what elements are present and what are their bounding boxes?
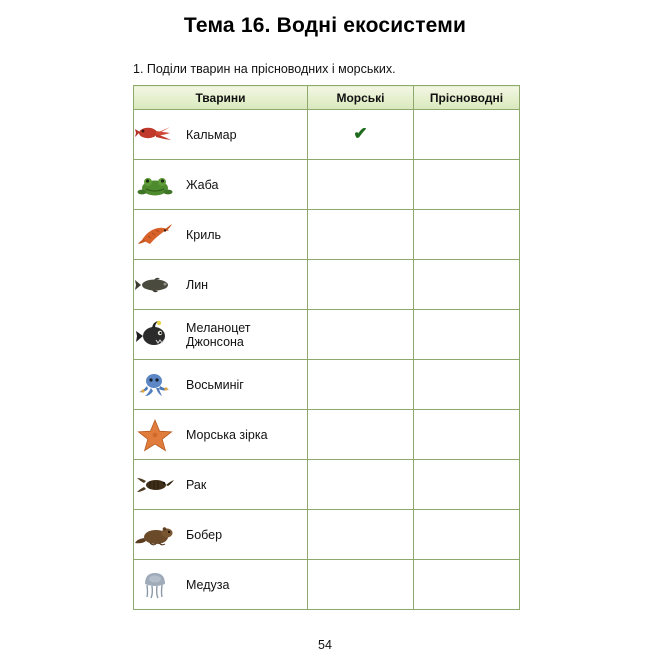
animal-cell <box>134 110 308 160</box>
marine-checkbox-cell[interactable] <box>308 260 414 310</box>
table-row <box>134 210 520 260</box>
marine-checkbox-cell[interactable] <box>308 460 414 510</box>
animal-cell <box>134 310 308 360</box>
animal-cell <box>134 560 308 610</box>
marine-check-mark: ✔ <box>353 124 368 143</box>
beaver-icon <box>134 518 176 552</box>
table-row <box>134 410 520 460</box>
table-row <box>134 360 520 410</box>
worksheet-page <box>0 14 650 664</box>
animal-name: Меланоцет Джонсона <box>186 320 251 349</box>
animal-cell <box>134 210 308 260</box>
freshwater-checkbox-cell[interactable] <box>414 510 520 560</box>
freshwater-checkbox-cell[interactable] <box>414 110 520 160</box>
task-instruction: 1. Поділи тварин на прісноводних і морських. <box>133 62 396 76</box>
marine-checkbox-cell[interactable] <box>308 310 414 360</box>
page-number: 54 <box>318 638 332 652</box>
jellyfish-icon <box>134 568 176 602</box>
krill-icon <box>134 218 176 252</box>
animal-cell <box>134 510 308 560</box>
crayfish-icon <box>134 468 176 502</box>
table-row <box>134 110 520 160</box>
animal-cell <box>134 410 308 460</box>
table-row <box>134 510 520 560</box>
animals-classification-table <box>133 85 520 610</box>
octopus-icon <box>134 368 176 402</box>
freshwater-checkbox-cell[interactable] <box>414 160 520 210</box>
squid-icon <box>134 118 176 152</box>
table-row <box>134 260 520 310</box>
tench-fish-icon <box>134 268 176 302</box>
freshwater-checkbox-cell[interactable] <box>414 460 520 510</box>
freshwater-checkbox-cell[interactable] <box>414 560 520 610</box>
marine-checkbox-cell[interactable] <box>308 560 414 610</box>
column-header-freshwater: Прісноводні <box>414 86 520 110</box>
column-header-animals: Тварини <box>134 86 308 110</box>
animal-name: Криль <box>186 227 222 242</box>
animal-cell <box>134 160 308 210</box>
animal-cell <box>134 460 308 510</box>
animal-name: Лин <box>186 277 209 292</box>
table-row <box>134 460 520 510</box>
freshwater-checkbox-cell[interactable] <box>414 410 520 460</box>
marine-checkbox-cell[interactable] <box>308 410 414 460</box>
animal-name: Жаба <box>186 177 219 192</box>
freshwater-checkbox-cell[interactable] <box>414 310 520 360</box>
table-head <box>134 86 520 110</box>
starfish-icon <box>134 418 176 452</box>
table-body <box>134 110 520 610</box>
animal-cell <box>134 360 308 410</box>
table-row <box>134 560 520 610</box>
animal-name: Восьминіг <box>186 377 244 392</box>
freshwater-checkbox-cell[interactable] <box>414 260 520 310</box>
animal-name: Медуза <box>186 577 230 592</box>
marine-checkbox-cell[interactable] <box>308 160 414 210</box>
page-title: Тема 16. Водні екосистеми <box>183 14 467 37</box>
anglerfish-icon <box>134 318 176 352</box>
marine-checkbox-cell[interactable] <box>308 210 414 260</box>
table-row <box>134 310 520 360</box>
marine-checkbox-cell[interactable] <box>308 510 414 560</box>
table-row <box>134 160 520 210</box>
animal-name: Рак <box>186 477 207 492</box>
freshwater-checkbox-cell[interactable] <box>414 360 520 410</box>
marine-checkbox-cell[interactable] <box>308 360 414 410</box>
table-container <box>0 85 650 610</box>
animal-name: Бобер <box>186 527 223 542</box>
animal-name: Кальмар <box>186 127 237 142</box>
animal-cell <box>134 260 308 310</box>
frog-icon <box>134 168 176 202</box>
column-header-marine: Морські <box>308 86 414 110</box>
animal-name: Морська зірка <box>186 427 268 442</box>
marine-checkbox-cell[interactable] <box>308 110 414 160</box>
freshwater-checkbox-cell[interactable] <box>414 210 520 260</box>
table-header-row <box>134 86 520 110</box>
